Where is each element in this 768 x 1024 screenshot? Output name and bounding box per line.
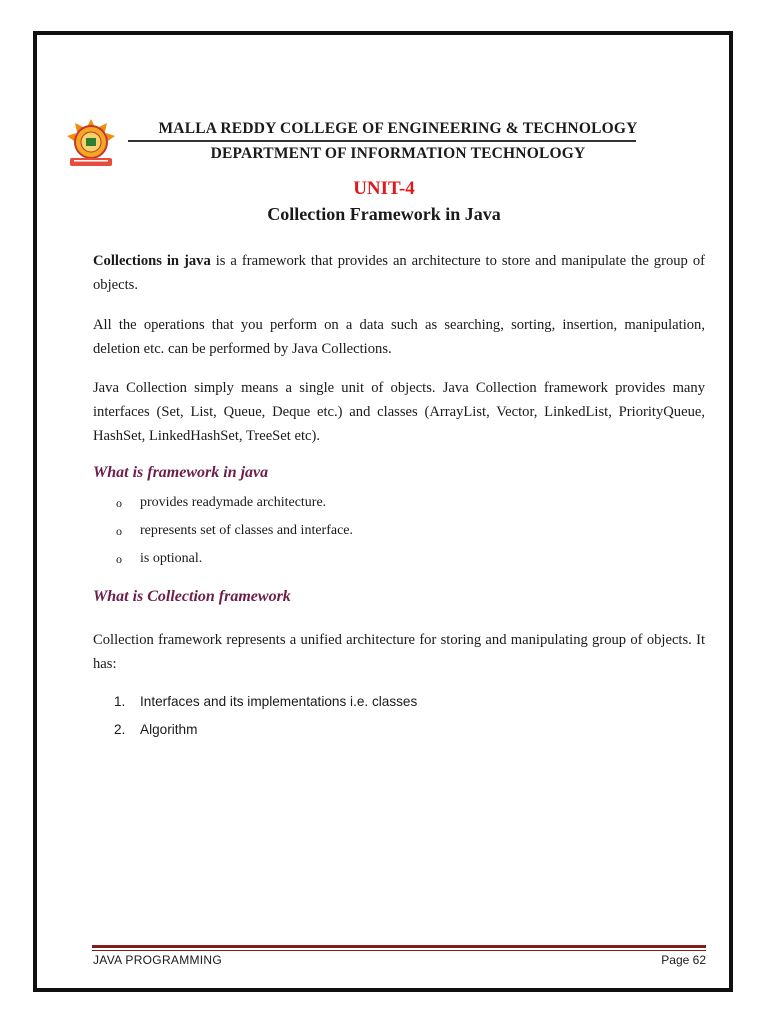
list-number: 2. — [114, 722, 126, 737]
list-item — [116, 519, 353, 547]
list-item-text: is optional. — [140, 551, 203, 566]
college-name: MALLA REDDY COLLEGE OF ENGINEERING & TECHNOLOGY — [158, 120, 638, 137]
paragraph-collection-framework: Collection framework represents a unified architecture for storing and manipulating group of objects. It has: — [93, 632, 705, 672]
bold-term: Collections in java — [93, 253, 211, 269]
header-divider — [128, 140, 636, 142]
bullet-marker: o — [116, 552, 122, 566]
heading-framework: What is framework in java — [93, 464, 269, 481]
heading-collection-framework: What is Collection framework — [93, 588, 291, 605]
list-item — [116, 491, 353, 519]
list-item-text: provides readymade architecture. — [140, 495, 327, 510]
page-subtitle: Collection Framework in Java — [267, 204, 501, 224]
college-emblem-icon — [62, 118, 120, 170]
footer-divider — [92, 945, 706, 948]
list-item-text: Interfaces and its implementations i.e. classes — [140, 694, 418, 709]
paragraph-collections-intro — [93, 249, 705, 297]
list-item — [114, 718, 417, 746]
department-name: DEPARTMENT OF INFORMATION TECHNOLOGY — [210, 145, 586, 162]
footer-divider-thin — [92, 950, 706, 951]
framework-bullet-list — [116, 491, 353, 575]
paragraph-text: is a framework that provides an architecture to store and manipulate the group of objects. — [93, 253, 705, 293]
list-item-text: Algorithm — [140, 722, 198, 737]
footer-course-title: JAVA PROGRAMMING — [93, 953, 223, 967]
paragraph-collection-meaning: Java Collection simply means a single unit of objects. Java Collection framework provides many interfaces (Set, List, Queue, Deque etc.) and classes (ArrayList, Vector, LinkedList, PriorityQueue, HashSet, LinkedHashSet, TreeSet etc). — [93, 380, 705, 444]
paragraph-operations: All the operations that you perform on a data such as searching, sorting, insertion, manipulation, deletion etc. can be performed by Java Collections. — [93, 317, 705, 357]
list-number: 1. — [114, 694, 126, 709]
list-item — [114, 690, 417, 718]
numbered-list — [114, 690, 417, 746]
unit-title: UNIT-4 — [353, 178, 415, 199]
bullet-marker: o — [116, 496, 122, 510]
list-item-text: represents set of classes and interface. — [140, 523, 354, 538]
page-number: Page 62 — [661, 953, 706, 967]
list-item — [116, 547, 353, 575]
bullet-marker: o — [116, 524, 122, 538]
